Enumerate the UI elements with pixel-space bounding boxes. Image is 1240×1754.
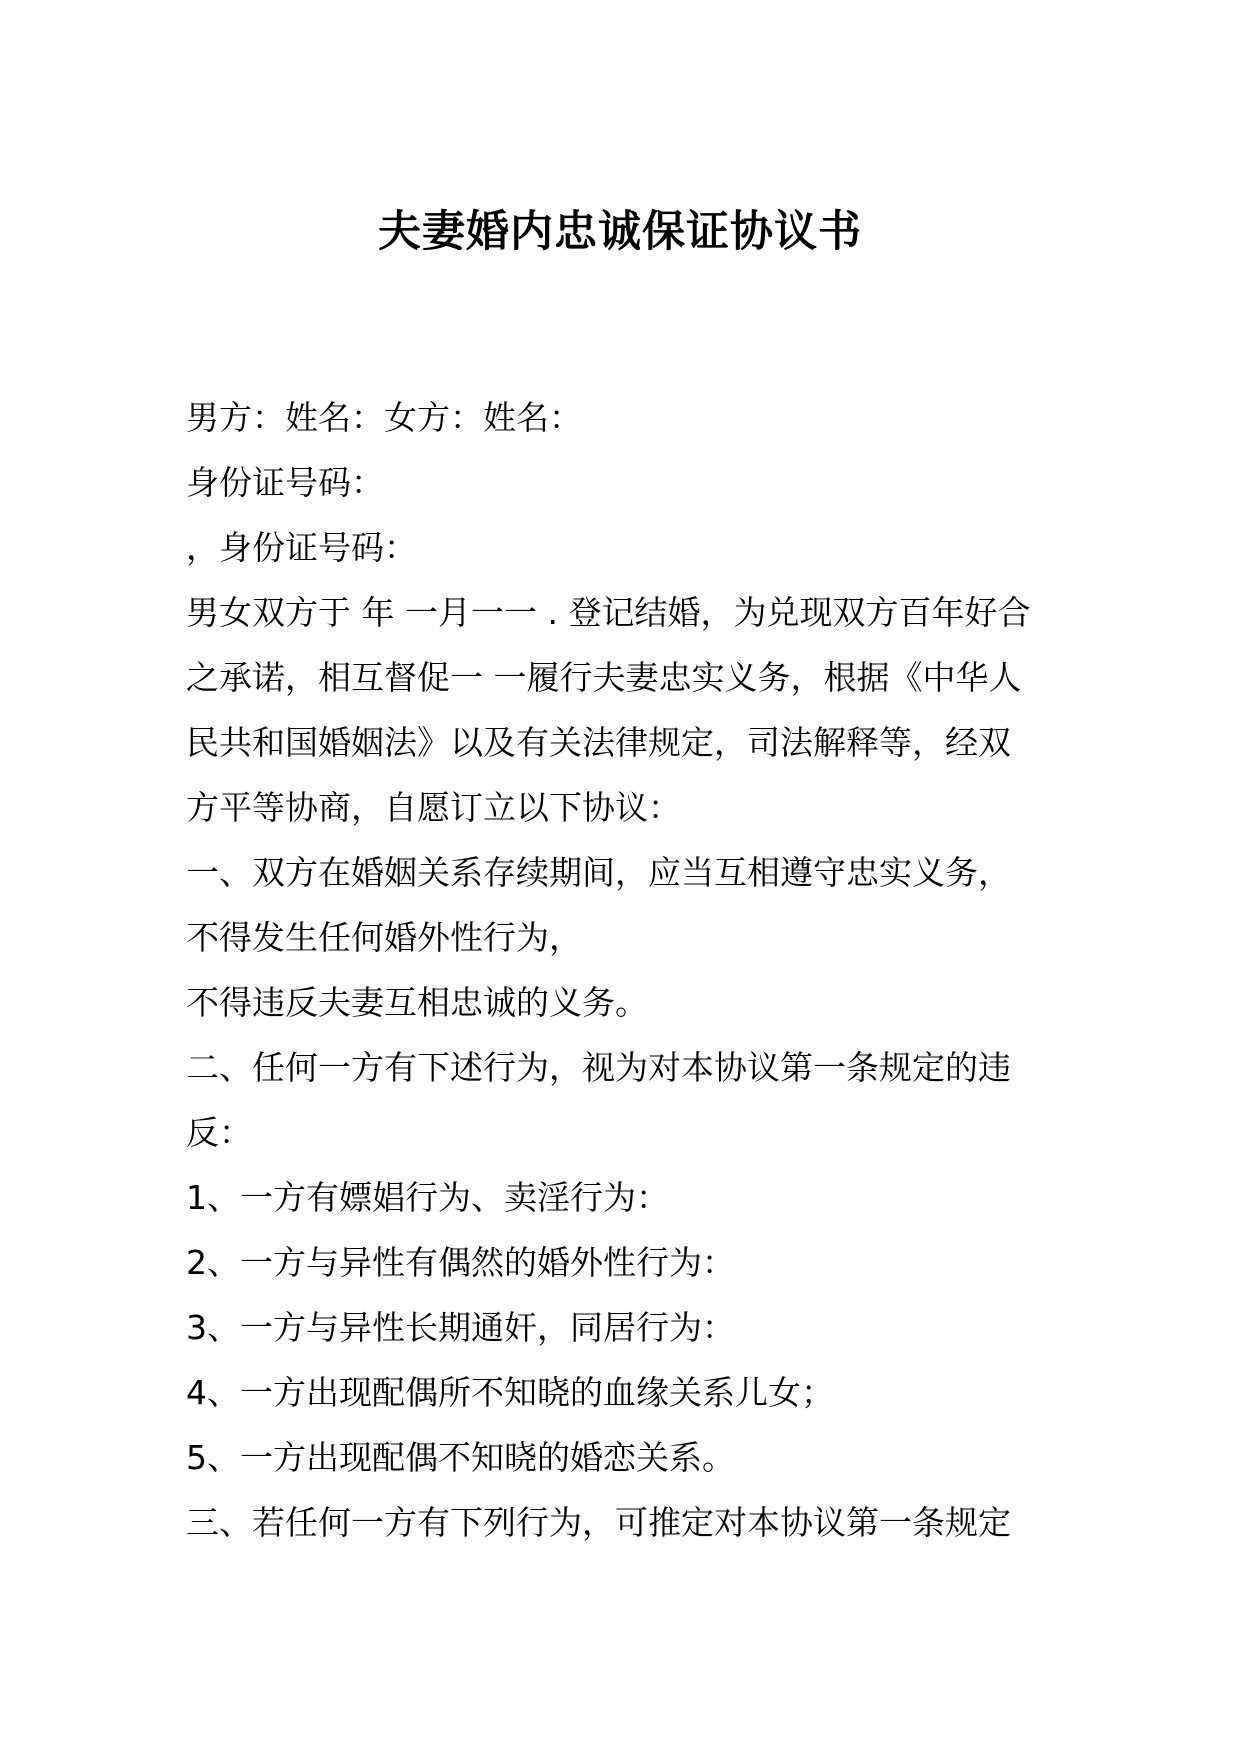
clause-2-line-1: 二、任何一方有下述行为，视为对本协议第一条规定的违	[186, 1048, 1011, 1087]
clause-1-line-3: 不得违反夫妻互相忠诚的义务。	[186, 983, 648, 1022]
clause-1-line-2: 不得发生任何婚外性行为，	[186, 918, 582, 957]
clause-1-line-1: 一、双方在婚姻关系存续期间，应当互相遵守忠实义务，	[186, 853, 1011, 892]
clause-2-item-5: 5、一方出现配偶不知晓的婚恋关系。	[186, 1438, 735, 1477]
clause-2-item-3: 3、一方与异性长期通奸，同居行为：	[186, 1308, 735, 1347]
clause-2-item-2: 2、一方与异性有偶然的婚外性行为：	[186, 1243, 735, 1282]
preamble-line-2: 之承诺，相互督促一 一履行夫妻忠实义务，根据《中华人	[186, 658, 1022, 697]
clause-2-line-2: 反：	[186, 1113, 252, 1152]
preamble-line-3: 民共和国婚姻法》以及有关法律规定，司法解释等，经双	[186, 723, 1011, 762]
party-names-line: 男方：姓名：女方：姓名：	[186, 398, 582, 437]
clause-2-item-4: 4、一方出现配偶所不知晓的血缘关系儿女；	[186, 1373, 834, 1412]
document-body	[186, 385, 1066, 1555]
document-title: 夫妻婚内忠诚保证协议书	[378, 207, 862, 257]
preamble-line-4: 方平等协商，自愿订立以下协议：	[186, 788, 681, 827]
female-id-line: ，身份证号码：	[186, 528, 417, 567]
preamble-line-1: 男女双方于 年 一月一一 . 登记结婚，为兑现双方百年好合	[186, 593, 1031, 632]
clause-2-item-1: 1、一方有嫖娼行为、卖淫行为：	[186, 1178, 669, 1217]
male-id-line: 身份证号码：	[186, 463, 384, 502]
clause-3-line-1: 三、若任何一方有下列行为，可推定对本协议第一条规定	[186, 1503, 1011, 1542]
